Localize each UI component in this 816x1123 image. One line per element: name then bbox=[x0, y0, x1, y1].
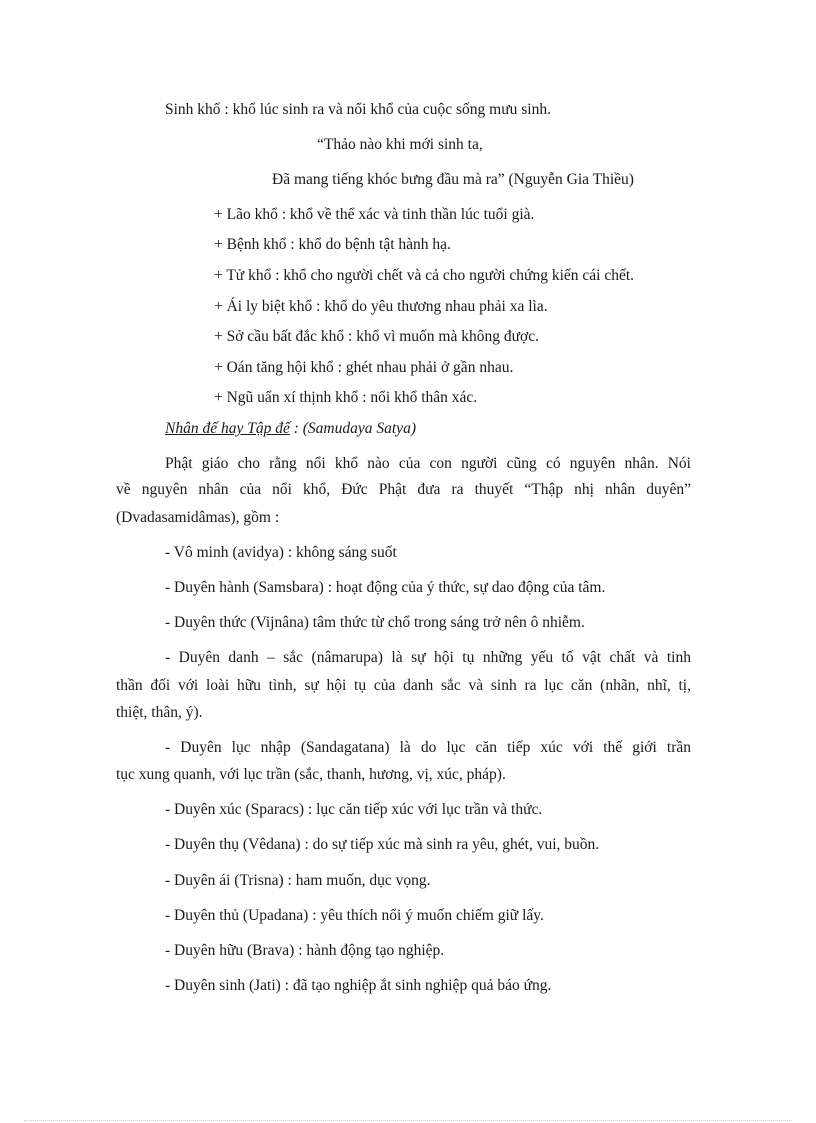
list-item-so-cau-bat-dac-kho: + Sở cầu bất đắc khổ : khổ vì muốn mà không được. bbox=[214, 328, 539, 345]
cause-duyen-hanh: - Duyên hành (Samsbara) : hoạt động của ý thức, sự dao động của tâm. bbox=[165, 579, 606, 596]
cause-duyen-xuc: - Duyên xúc (Sparacs) : lục căn tiếp xúc với lục trần và thức. bbox=[165, 801, 543, 818]
cause-duyen-ai: - Duyên ái (Trisna) : ham muốn, dục vọng. bbox=[165, 872, 431, 889]
cause-duyen-sinh: - Duyên sinh (Jati) : đã tạo nghiệp ắt sinh nghiệp quả báo ứng. bbox=[165, 977, 552, 994]
section-heading-subtitle: : (Samudaya Satya) bbox=[289, 420, 416, 437]
cause-luc-nhap-line-1: - Duyên lục nhập (Sandagatana) là do lục căn tiếp xúc với thế giới trần bbox=[165, 739, 691, 756]
cause-danh-sac-line-1: - Duyên danh – sắc (nâmarupa) là sự hội tụ những yếu tố vật chất và tinh bbox=[165, 649, 691, 666]
cause-danh-sac-line-3: thiệt, thân, ý). bbox=[116, 704, 203, 721]
section-heading bbox=[165, 419, 416, 439]
list-item-ngu-uan-xi-thinh-kho: + Ngũ uẩn xí thịnh khổ : nổi khổ thân xác. bbox=[214, 389, 478, 406]
list-item-lao-kho: + Lão khổ : khổ về thể xác và tinh thần lúc tuổi già. bbox=[214, 206, 535, 223]
paragraph-line-3: (Dvadasamidâmas), gồm : bbox=[116, 509, 280, 526]
list-item-ai-ly-biet-kho: + Ái ly biệt khổ : khổ do yêu thương nhau phải xa lìa. bbox=[214, 298, 548, 315]
list-item-benh-kho: + Bệnh khổ : khổ do bệnh tật hành hạ. bbox=[214, 236, 451, 253]
paragraph-line-1: Phật giáo cho rằng nổi khổ nào của con người cũng có nguyên nhân. Nói bbox=[165, 455, 691, 472]
poem-line-2: Đã mang tiếng khóc bưng đầu mà ra” (Nguyễn Gia Thiều) bbox=[272, 171, 634, 188]
cause-vo-minh: - Vô minh (avidya) : không sáng suốt bbox=[165, 544, 397, 561]
cause-duyen-huu: - Duyên hữu (Brava) : hành động tạo nghiệp. bbox=[165, 942, 445, 959]
poem-line-1: “Thảo nào khi mới sinh ta, bbox=[317, 136, 483, 153]
cause-duyen-thu-upadana: - Duyên thủ (Upadana) : yêu thích nổi ý muốn chiếm giữ lấy. bbox=[165, 907, 544, 924]
section-heading-title: Nhân đế hay Tập đế bbox=[165, 420, 290, 437]
sinh-kho-line: Sinh khổ : khổ lúc sinh ra và nổi khổ của cuộc sống mưu sinh. bbox=[165, 101, 551, 118]
paragraph-line-2: về nguyên nhân của nổi khổ, Đức Phật đưa ra thuyết “Thập nhị nhân duyên” bbox=[116, 481, 691, 498]
cause-luc-nhap-line-2: tục xung quanh, với lục trần (sắc, thanh, hương, vị, xúc, pháp). bbox=[116, 766, 506, 783]
list-item-oan-tang-hoi-kho: + Oán tăng hội khổ : ghét nhau phải ở gần nhau. bbox=[214, 359, 514, 376]
list-item-tu-kho: + Tử khổ : khổ cho người chết và cả cho người chứng kiến cái chết. bbox=[214, 267, 635, 284]
cause-danh-sac-line-2: thần đối với loài hữu tình, sự hội tụ của danh sắc và sinh ra lục căn (nhãn, nhĩ, tị, bbox=[116, 677, 691, 694]
cause-duyen-thuc: - Duyên thức (Vijnâna) tâm thức từ chổ trong sáng trở nên ô nhiễm. bbox=[165, 614, 585, 631]
page-bottom-divider bbox=[24, 1120, 792, 1121]
cause-duyen-thu: - Duyên thụ (Vêdana) : do sự tiếp xúc mà sinh ra yêu, ghét, vui, buồn. bbox=[165, 836, 600, 853]
